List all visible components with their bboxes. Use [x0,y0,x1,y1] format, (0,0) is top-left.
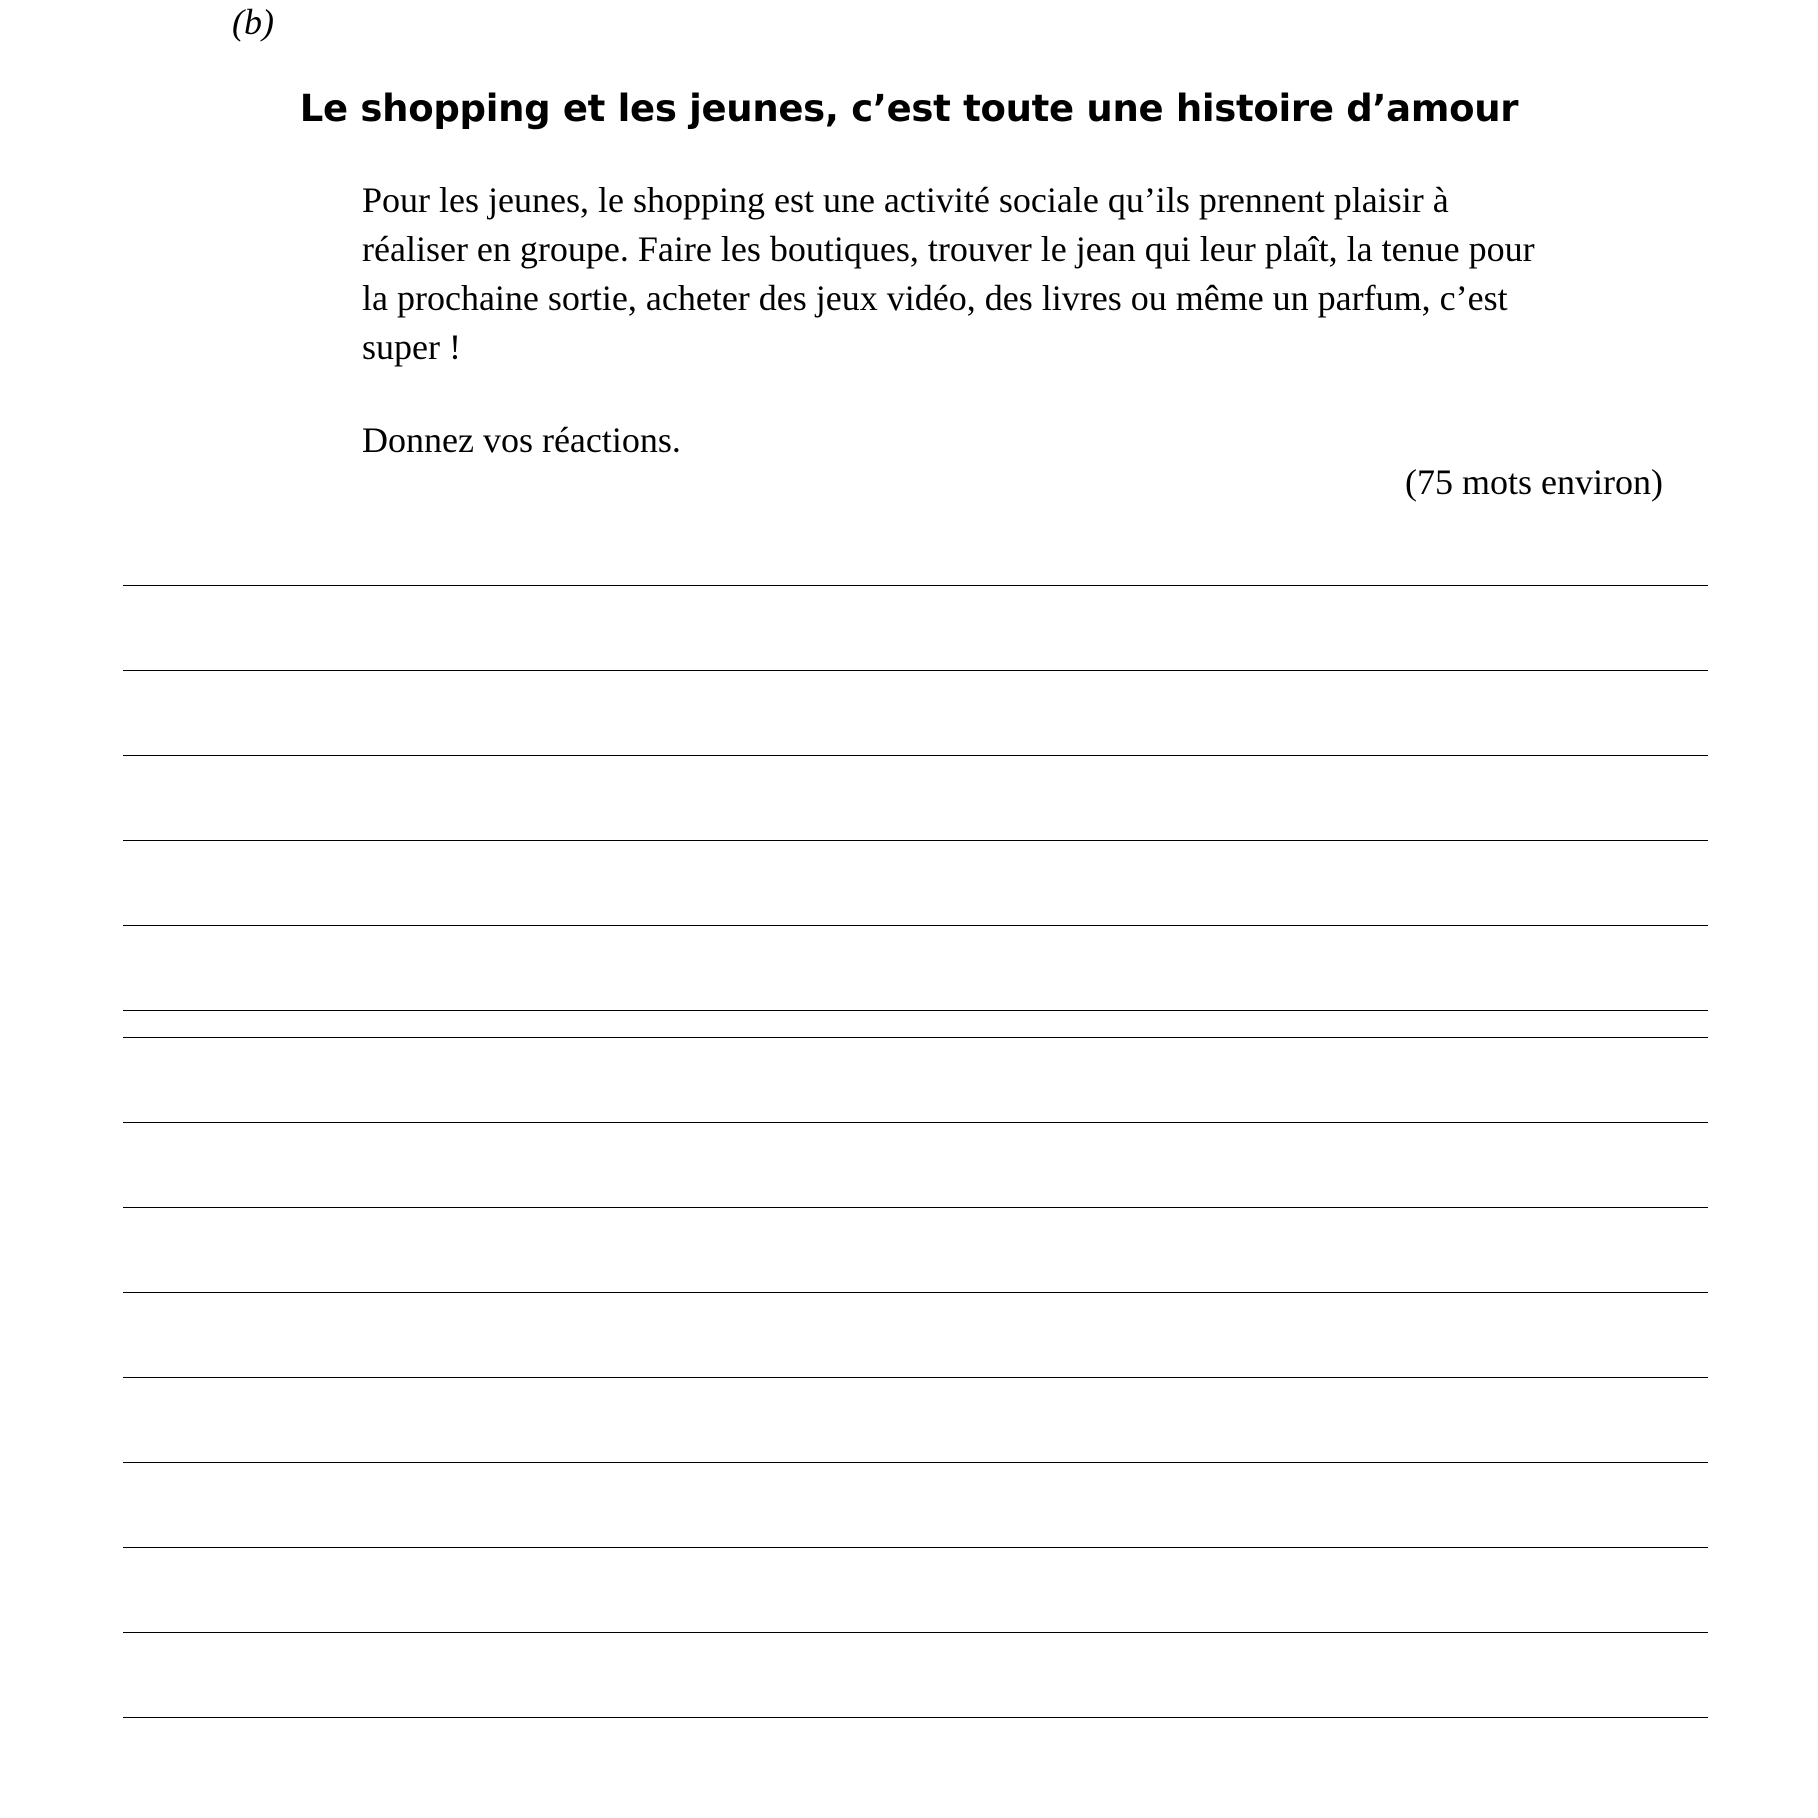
answer-line[interactable] [123,840,1708,841]
answer-line[interactable] [123,1632,1708,1633]
instruction-text: Donnez vos réactions. [362,420,681,460]
prompt-line: super ! [362,327,461,367]
question-title: Le shopping et les jeunes, c’est toute une histoire d’amour [299,87,1519,130]
word-count-hint: (75 mots environ) [1405,462,1663,502]
answer-line[interactable] [123,1377,1708,1378]
answer-line[interactable] [123,1122,1708,1123]
answer-line[interactable] [123,1292,1708,1293]
answer-line[interactable] [123,1547,1708,1548]
prompt-line: Pour les jeunes, le shopping est une activité sociale qu’ils prennent plaisir à [362,180,1449,220]
prompt-line: la prochaine sortie, acheter des jeux vidéo, des livres ou même un parfum, c’est [362,278,1508,318]
answer-line[interactable] [123,1037,1708,1038]
answer-line[interactable] [123,585,1708,586]
prompt-paragraph [362,176,1622,372]
answer-line[interactable] [123,925,1708,926]
answer-line[interactable] [123,755,1708,756]
prompt-line: réaliser en groupe. Faire les boutiques, trouver le jean qui leur plaît, la tenue pour [362,229,1535,269]
answer-line[interactable] [123,1010,1708,1011]
answer-line[interactable] [123,1207,1708,1208]
question-part-label: (b) [232,2,274,42]
answer-line[interactable] [123,1717,1708,1718]
answer-line[interactable] [123,670,1708,671]
answer-line[interactable] [123,1462,1708,1463]
